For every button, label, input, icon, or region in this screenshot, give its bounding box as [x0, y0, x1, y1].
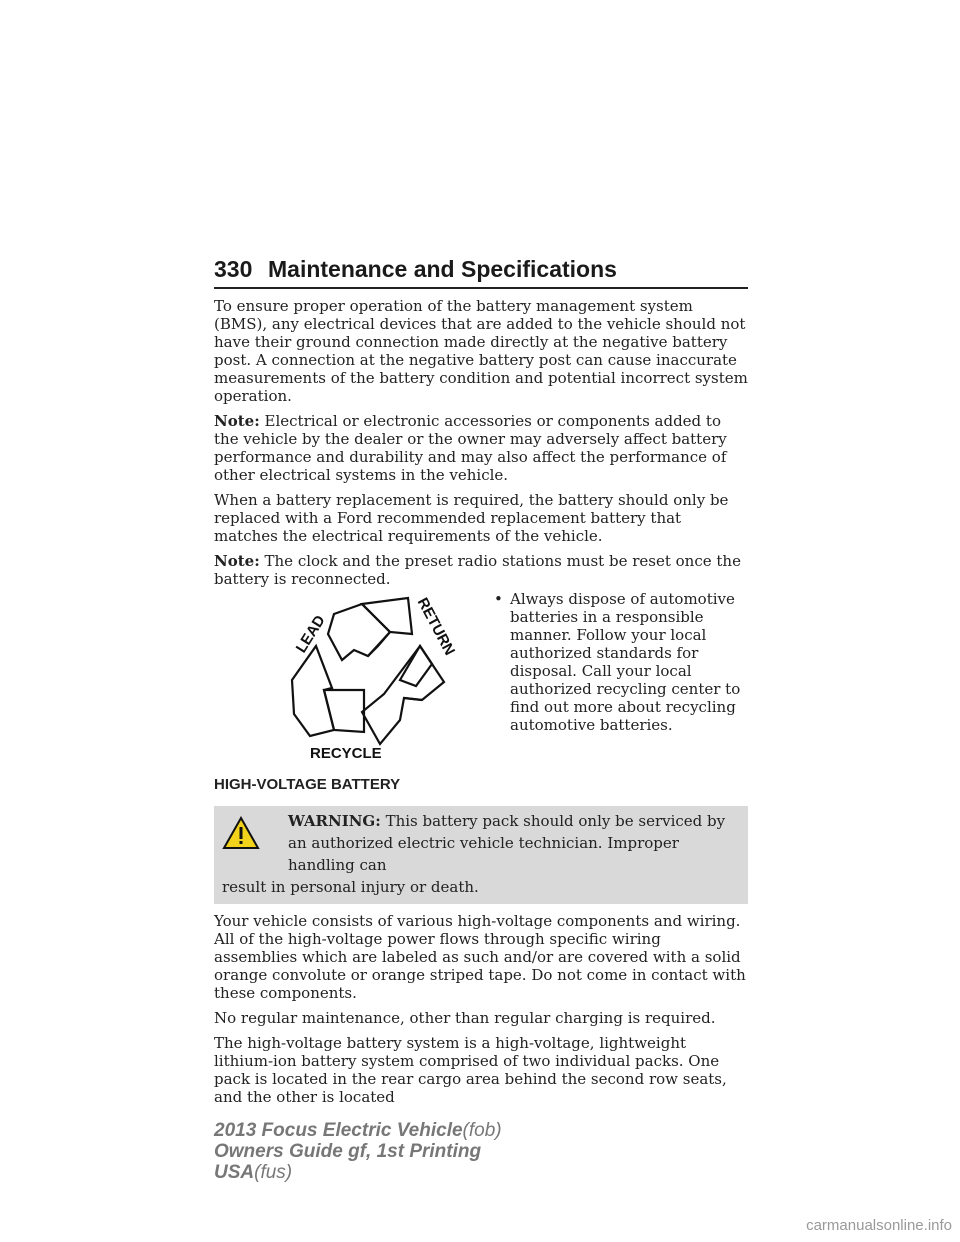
paragraph-maintenance: No regular maintenance, other than regular charging is required.: [214, 1009, 716, 1027]
section-heading: HIGH-VOLTAGE BATTERY: [214, 776, 401, 793]
section-title: Maintenance and Specifications: [268, 256, 617, 282]
warning-box: [214, 806, 748, 904]
note-text: The clock and the preset radio stations must be reset once the battery is reconnected.: [214, 552, 741, 588]
lead-label: LEAD: [292, 612, 329, 657]
bullet-text: Always dispose of automotive batteries in a responsible manner. Follow your local authorized standards for disposal. Call your local authorized recycling center to find out more about recycling automotive batteries.: [510, 590, 741, 734]
footer-market-code: (fus): [254, 1162, 293, 1183]
footer-model: 2013 Focus Electric Vehicle: [214, 1120, 463, 1141]
paragraph-components: Your vehicle consists of various high-voltage components and wiring. All of the high-voltage power flows through specific wiring assemblies which are labeled as such and/or are covered with a solid orange convolute or orange striped tape. Do not come in contact with these components.: [214, 912, 746, 1002]
bullet-symbol: •: [494, 590, 503, 608]
footer-code: (fob): [462, 1120, 502, 1141]
paragraph-replacement: When a battery replacement is required, the battery should only be replaced with a Ford recommended replacement battery that matches the electrical requirements of the vehicle.: [214, 491, 729, 545]
return-label: RETURN: [413, 595, 459, 659]
warning-text: This battery pack should only be serviced by an authorized electric vehicle technician. Improper handling can: [288, 812, 726, 874]
footer-line-2: Owners Guide gf, 1st Printing: [214, 1141, 482, 1162]
note-text: Electrical or electronic accessories or components added to the vehicle by the dealer or the owner may adversely affect battery performance and durability and may also affect the performance of other electrical systems in the vehicle.: [214, 412, 727, 484]
page-number: 330: [214, 256, 253, 282]
warning-triangle-icon: [222, 816, 260, 850]
paragraph-bms: To ensure proper operation of the battery management system (BMS), any electrical devices that are added to the vehicle should not have their ground connection made directly at the negative battery post. A connection at the negative battery post can cause inaccurate measurements of the battery condition and potential incorrect system operation.: [214, 297, 748, 405]
recycle-label: RECYCLE: [310, 745, 382, 762]
footer-line-3: [214, 1162, 502, 1183]
page-content: [214, 297, 748, 1113]
recycle-symbol-icon: [272, 594, 462, 762]
watermark: carmanualsonline.info: [806, 1217, 952, 1234]
note-label: Note:: [214, 412, 260, 430]
warning-label: WARNING:: [288, 812, 381, 830]
footer-line-1: [214, 1120, 502, 1141]
header-rule: [214, 287, 748, 289]
paragraph-battery-system: The high-voltage battery system is a high-voltage, lightweight lithium-ion battery system comprised of two individual packs. One pack is located in the rear cargo area behind the second row seats, and the other is located: [214, 1034, 727, 1106]
note-label: Note:: [214, 552, 260, 570]
warning-text-block: [222, 810, 740, 898]
footer: [214, 1120, 502, 1183]
recycle-section: [214, 590, 748, 768]
note-accessories: [214, 412, 748, 484]
footer-market: USA: [214, 1162, 255, 1183]
note-clock: [214, 552, 748, 588]
bullet-item: [494, 590, 744, 734]
warning-text-continued: result in personal injury or death.: [222, 878, 479, 896]
